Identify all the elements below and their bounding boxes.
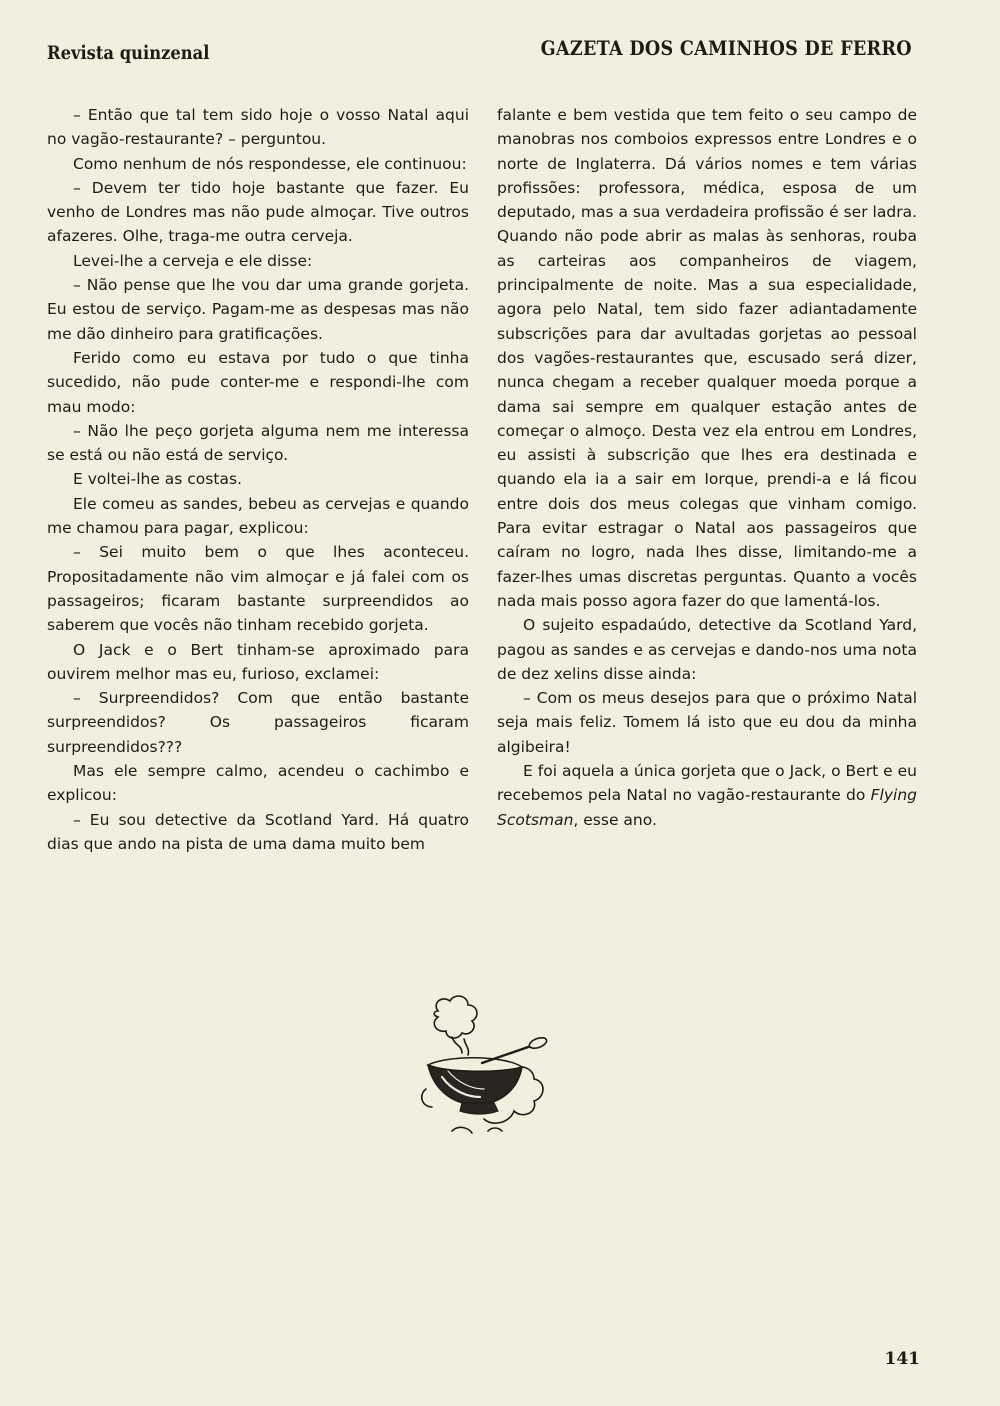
- paragraph: – Não pense que lhe vou dar uma grande gorjeta. Eu estou de serviço. Pagam-me as despesas mas não me dão dinheiro para gratificações.: [47, 276, 469, 343]
- paragraph: – Sei muito bem o que lhes aconteceu. Propositadamente não vim almoçar e já falei com os passageiros; ficaram bastante surpreendidos ao saberem que vocês não tinham recebido gorjeta.: [47, 543, 469, 635]
- paragraph: Levei-lhe a cerveja e ele disse:: [73, 251, 313, 270]
- text-run: , esse ano.: [573, 810, 657, 829]
- right-text-column: [497, 103, 917, 832]
- paragraph: O sujeito espadaúdo, detective da Scotland Yard, pagou as sandes e as cervejas e dando-nos uma nota de dez xelins disse ainda:: [497, 616, 917, 683]
- text-run: E foi aquela a única gorjeta que o Jack, o Bert e eu recebemos pela Natal no vagão-restaurante do: [497, 762, 917, 805]
- paragraph: E voltei-lhe as costas.: [73, 470, 242, 489]
- steaming-bowl-icon: [418, 993, 550, 1138]
- page-number: 141: [884, 1349, 920, 1369]
- paragraph: – Então que tal tem sido hoje o vosso Natal aqui no vagão-restaurante? – perguntou.: [47, 106, 469, 149]
- left-text-column: [47, 103, 469, 856]
- paragraph: Como nenhum de nós respondesse, ele continuou:: [73, 154, 467, 173]
- train-name: Flying Scotsman: [497, 786, 917, 829]
- paragraph-continuation: falante e bem vestida que tem feito o seu campo de manobras nos comboios expressos entre Londres e o norte de Inglaterra. Dá vários nomes e tem várias profissões: professora, médica, esposa de um deputado, mas a sua verdadeira profissão é ser ladra. Quando não pode abrir as malas às senhoras, rouba as carteiras aos companheiros de viagem, principalmente de noite. Mas a sua especialidade, agora pelo Natal, tem sido fazer adiantadamente subscrições para dar avultadas gorjetas ao pessoal dos vagões-restaurantes que, escusado será dizer, nunca chegam a receber qualquer moeda porque a dama sai sempre em qualquer estação antes de começar o almoço. Desta vez ela entrou em Londres, eu assisti à subscrição que lhes era destinada e quando ela ia a sair em Iorque, prendi-a e lá ficou entre dois dos meus colegas que vinham comigo. Para evitar estragar o Natal aos passageiros que caíram no logro, nada lhes disse, limitando-me a fazer-lhes umas discretas perguntas. Quanto a vocês nada mais posso agora fazer do que lamentá-los.: [497, 106, 917, 610]
- paragraph: Ferido como eu estava por tudo o que tinha sucedido, não pude conter-me e respondi-lhe com mau modo:: [47, 348, 469, 416]
- running-header-left: Revista quinzenal: [47, 42, 210, 64]
- paragraph: – Com os meus desejos para que o próximo Natal seja mais feliz. Tomem lá isto que eu dou da minha algibeira!: [497, 689, 917, 756]
- paragraph: Mas ele sempre calmo, acendeu o cachimbo e explicou:: [47, 762, 469, 805]
- paragraph: – Devem ter tido hoje bastante que fazer. Eu venho de Londres mas não pude almoçar. Tive outros afazeres. Olhe, traga-me outra cerveja.: [47, 178, 469, 246]
- paragraph: O Jack e o Bert tinham-se aproximado para ouvirem melhor mas eu, furioso, exclamei:: [47, 640, 469, 683]
- paragraph-final: [497, 759, 917, 832]
- paragraph: – Surpreendidos? Com que então bastante surpreendidos? Os passageiros ficaram surpreendidos???: [47, 689, 469, 756]
- paragraph: – Eu sou detective da Scotland Yard. Há quatro dias que ando na pista de uma dama muito bem: [47, 810, 469, 853]
- running-header-right: GAZETA DOS CAMINHOS DE FERRO: [540, 36, 912, 60]
- paragraph: Ele comeu as sandes, bebeu as cervejas e quando me chamou para pagar, explicou:: [47, 494, 469, 538]
- paragraph: – Não lhe peço gorjeta alguma nem me interessa se está ou não está de serviço.: [47, 421, 469, 465]
